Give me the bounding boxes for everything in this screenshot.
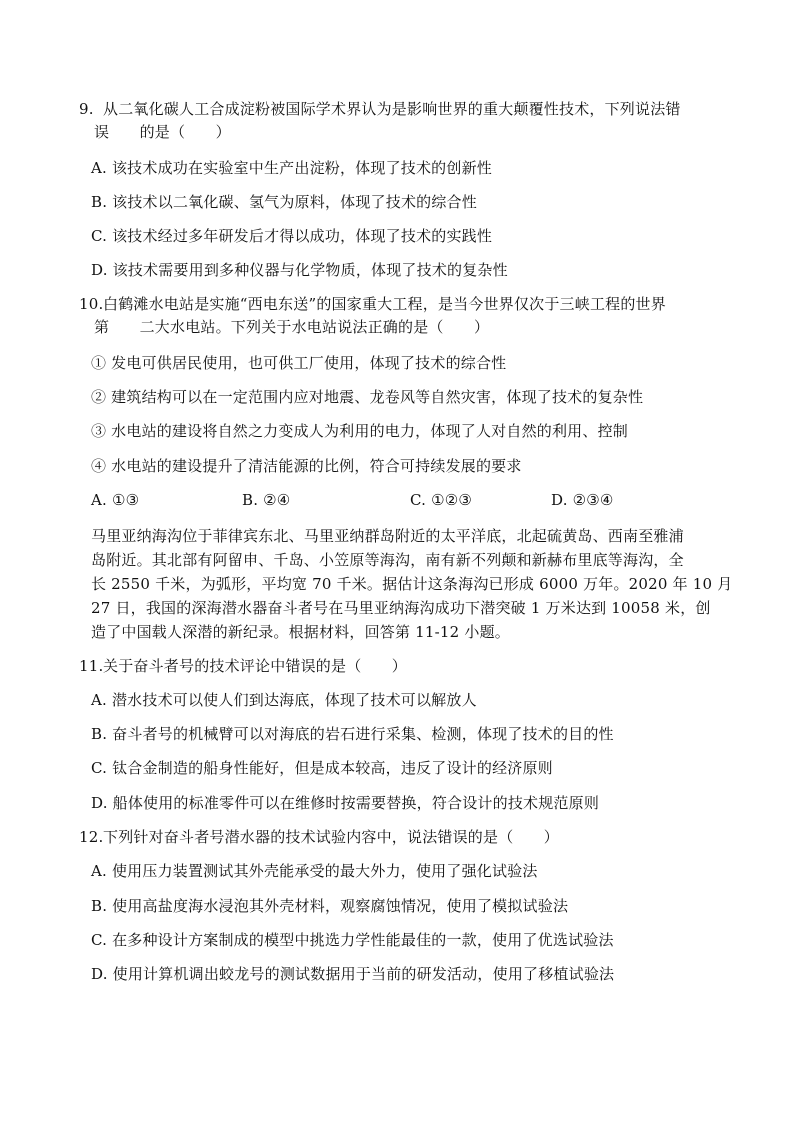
q11-number: 11. <box>79 657 104 675</box>
q11-option-b: B. 奋斗者号的机械臂可以对海底的岩石进行采集、检测，体现了技术的目的性 <box>91 725 614 743</box>
q9-option-d: D. 该技术需要用到多种仪器与化学物质，体现了技术的复杂性 <box>91 261 508 279</box>
q10-stem-line1 <box>79 293 666 315</box>
q11-option-c: C. 钛合金制造的船身性能好，但是成本较高，违反了设计的经济原则 <box>91 759 553 777</box>
q12-option-b: B. 使用高盐度海水浸泡其外壳材料，观察腐蚀情况，使用了模拟试验法 <box>91 897 569 915</box>
q10-stem-line2: 第 二大水电站。下列关于水电站说法正确的是（ ） <box>94 318 490 336</box>
passage-line-5: 造了中国载人深潜的新纪录。根据材料，回答第 11-12 小题。 <box>91 623 510 641</box>
q10-choice-a: A. ①③ <box>91 491 140 509</box>
passage-line-1: 马里亚纳海沟位于菲律宾东北、马里亚纳群岛附近的太平洋底，北起硫黄岛、西南至雅浦 <box>91 527 684 545</box>
q9-stem-line2: 误 的是（ ） <box>94 123 231 141</box>
q9-number: 9. <box>79 100 94 118</box>
q12-option-d: D. 使用计算机调出蛟龙号的测试数据用于当前的研发活动，使用了移植试验法 <box>91 965 615 983</box>
q10-number: 10. <box>79 295 104 313</box>
passage-line-2: 岛附近。其北部有阿留申、千岛、小笠原等海沟，南有新不列颠和新赫布里底等海沟，全 <box>91 551 684 569</box>
q11-option-a: A. 潜水技术可以使人们到达海底，体现了技术可以解放人 <box>91 691 477 709</box>
q10-statement-3: ③ 水电站的建设将自然之力变成人为利用的电力，体现了人对自然的利用、控制 <box>91 422 628 440</box>
q10-statement-4: ④ 水电站的建设提升了清洁能源的比例，符合可持续发展的要求 <box>91 457 522 475</box>
passage-line-3: 长 2550 千米，为弧形，平均宽 70 千米。据估计这条海沟已形成 6000 万年。2020 年 10 月 <box>91 575 733 593</box>
q9-stem-line1 <box>79 98 681 120</box>
q12-option-a: A. 使用压力装置测试其外壳能承受的最大外力，使用了强化试验法 <box>91 862 538 880</box>
q10-choice-b: B. ②④ <box>242 491 291 509</box>
q10-stem-text-1: 白鹤滩水电站是实施“西电东送”的国家重大工程，是当今世界仅次于三峡工程的世界 <box>103 295 666 313</box>
q9-option-c: C. 该技术经过多年研发后才得以成功，体现了技术的实践性 <box>91 227 493 245</box>
q10-choice-c: C. ①②③ <box>410 491 473 509</box>
q9-option-a: A. 该技术成功在实验室中生产出淀粉，体现了技术的创新性 <box>91 159 492 177</box>
q12-option-c: C. 在多种设计方案制成的模型中挑选力学性能最佳的一款，使用了优选试验法 <box>91 931 614 949</box>
q10-statement-2: ② 建筑结构可以在一定范围内应对地震、龙卷风等自然灾害，体现了技术的复杂性 <box>91 388 644 406</box>
q10-statement-1: ① 发电可供居民使用，也可供工厂使用，体现了技术的综合性 <box>91 354 507 372</box>
q10-choice-d: D. ②③④ <box>551 491 614 509</box>
q12-stem-line <box>79 826 559 848</box>
q11-option-d: D. 船体使用的标准零件可以在维修时按需要替换，符合设计的技术规范原则 <box>91 794 600 812</box>
q10-choices-row <box>0 489 794 511</box>
q11-stem-text: 关于奋斗者号的技术评论中错误的是（ ） <box>103 657 408 675</box>
passage-line-4: 27 日，我国的深海潜水器奋斗者号在马里亚纳海沟成功下潜突破 1 万米达到 10058 米，创 <box>91 599 711 617</box>
q9-option-b: B. 该技术以二氧化碳、氢气为原料，体现了技术的综合性 <box>91 193 477 211</box>
q12-stem-text: 下列针对奋斗者号潜水器的技术试验内容中，说法错误的是（ ） <box>103 828 560 846</box>
q12-number: 12. <box>79 828 104 846</box>
q11-stem-line <box>79 655 407 677</box>
q9-stem-text-1: 从二氧化碳人工合成淀粉被国际学术界认为是影响世界的重大颠覆性技术，下列说法错 <box>103 100 681 118</box>
